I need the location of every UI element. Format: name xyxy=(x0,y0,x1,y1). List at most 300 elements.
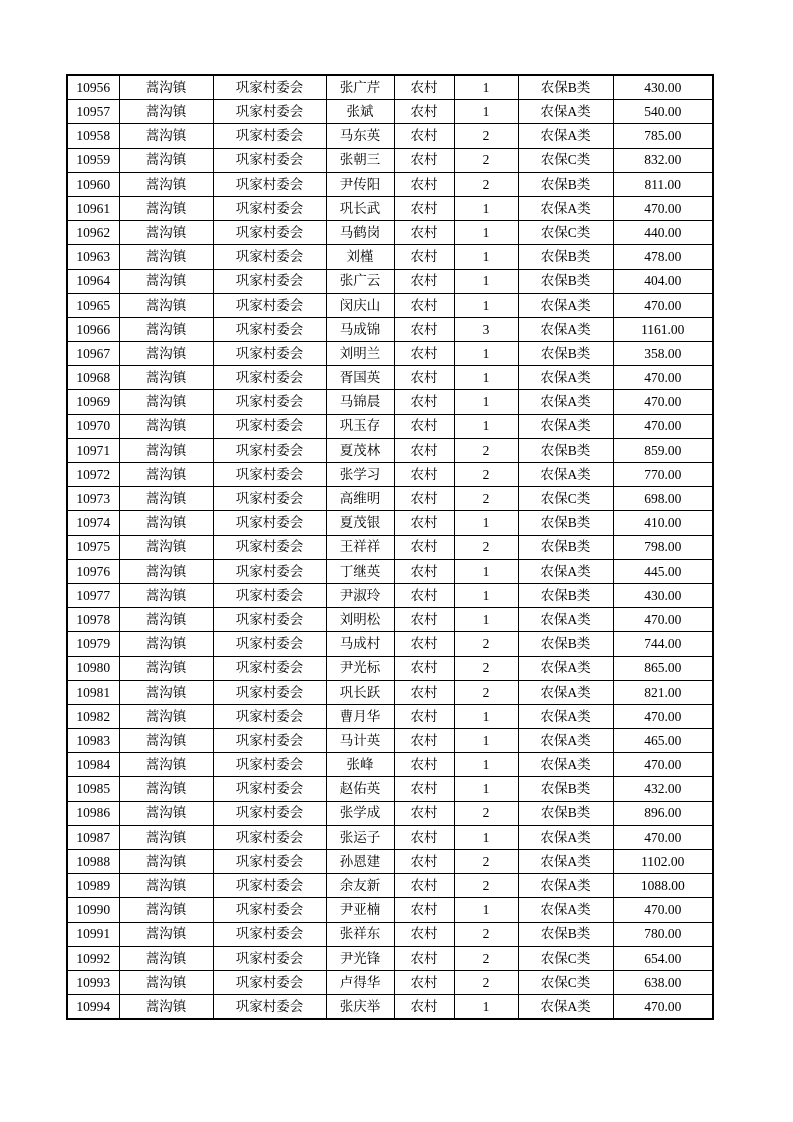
village-committee-cell: 巩家村委会 xyxy=(213,487,326,511)
serial-number-cell: 10974 xyxy=(67,511,119,535)
insurance-category-cell: 农保A类 xyxy=(518,825,613,849)
table-row xyxy=(67,946,713,970)
insurance-category-cell: 农保B类 xyxy=(518,342,613,366)
residence-type-cell: 农村 xyxy=(394,656,454,680)
town-cell: 蒿沟镇 xyxy=(119,366,213,390)
town-cell: 蒿沟镇 xyxy=(119,608,213,632)
town-cell: 蒿沟镇 xyxy=(119,535,213,559)
village-committee-cell: 巩家村委会 xyxy=(213,801,326,825)
person-count-cell: 2 xyxy=(454,438,518,462)
name-cell: 马东英 xyxy=(326,124,394,148)
residence-type-cell: 农村 xyxy=(394,729,454,753)
amount-cell: 410.00 xyxy=(613,511,713,535)
name-cell: 马成锦 xyxy=(326,317,394,341)
table-row xyxy=(67,583,713,607)
amount-cell: 1088.00 xyxy=(613,874,713,898)
name-cell: 巩玉存 xyxy=(326,414,394,438)
residence-type-cell: 农村 xyxy=(394,922,454,946)
amount-cell: 470.00 xyxy=(613,414,713,438)
table-row xyxy=(67,75,713,100)
person-count-cell: 2 xyxy=(454,922,518,946)
name-cell: 张祥东 xyxy=(326,922,394,946)
insurance-category-cell: 农保A类 xyxy=(518,317,613,341)
village-committee-cell: 巩家村委会 xyxy=(213,317,326,341)
name-cell: 尹传阳 xyxy=(326,172,394,196)
table-row xyxy=(67,535,713,559)
name-cell: 尹淑玲 xyxy=(326,583,394,607)
amount-cell: 470.00 xyxy=(613,704,713,728)
insurance-category-cell: 农保A类 xyxy=(518,559,613,583)
serial-number-cell: 10981 xyxy=(67,680,119,704)
serial-number-cell: 10987 xyxy=(67,825,119,849)
residence-type-cell: 农村 xyxy=(394,438,454,462)
amount-cell: 654.00 xyxy=(613,946,713,970)
serial-number-cell: 10969 xyxy=(67,390,119,414)
person-count-cell: 1 xyxy=(454,825,518,849)
residence-type-cell: 农村 xyxy=(394,148,454,172)
amount-cell: 470.00 xyxy=(613,196,713,220)
serial-number-cell: 10982 xyxy=(67,704,119,728)
town-cell: 蒿沟镇 xyxy=(119,995,213,1020)
insurance-category-cell: 农保C类 xyxy=(518,946,613,970)
serial-number-cell: 10979 xyxy=(67,632,119,656)
town-cell: 蒿沟镇 xyxy=(119,463,213,487)
table-row xyxy=(67,729,713,753)
residence-type-cell: 农村 xyxy=(394,511,454,535)
person-count-cell: 2 xyxy=(454,632,518,656)
person-count-cell: 2 xyxy=(454,946,518,970)
village-committee-cell: 巩家村委会 xyxy=(213,414,326,438)
town-cell: 蒿沟镇 xyxy=(119,777,213,801)
village-committee-cell: 巩家村委会 xyxy=(213,269,326,293)
name-cell: 曹月华 xyxy=(326,704,394,728)
residence-type-cell: 农村 xyxy=(394,777,454,801)
residence-type-cell: 农村 xyxy=(394,172,454,196)
name-cell: 卢得华 xyxy=(326,970,394,994)
name-cell: 张学成 xyxy=(326,801,394,825)
insurance-category-cell: 农保B类 xyxy=(518,632,613,656)
residence-type-cell: 农村 xyxy=(394,608,454,632)
amount-cell: 798.00 xyxy=(613,535,713,559)
serial-number-cell: 10964 xyxy=(67,269,119,293)
residence-type-cell: 农村 xyxy=(394,221,454,245)
amount-cell: 785.00 xyxy=(613,124,713,148)
table-row xyxy=(67,414,713,438)
village-committee-cell: 巩家村委会 xyxy=(213,100,326,124)
name-cell: 夏茂林 xyxy=(326,438,394,462)
insurance-category-cell: 农保A类 xyxy=(518,729,613,753)
name-cell: 张广芹 xyxy=(326,75,394,100)
insurance-category-cell: 农保B类 xyxy=(518,245,613,269)
table-row xyxy=(67,124,713,148)
town-cell: 蒿沟镇 xyxy=(119,583,213,607)
person-count-cell: 2 xyxy=(454,148,518,172)
town-cell: 蒿沟镇 xyxy=(119,559,213,583)
person-count-cell: 2 xyxy=(454,850,518,874)
town-cell: 蒿沟镇 xyxy=(119,487,213,511)
town-cell: 蒿沟镇 xyxy=(119,922,213,946)
amount-cell: 896.00 xyxy=(613,801,713,825)
village-committee-cell: 巩家村委会 xyxy=(213,825,326,849)
village-committee-cell: 巩家村委会 xyxy=(213,342,326,366)
serial-number-cell: 10990 xyxy=(67,898,119,922)
name-cell: 马计英 xyxy=(326,729,394,753)
town-cell: 蒿沟镇 xyxy=(119,438,213,462)
village-committee-cell: 巩家村委会 xyxy=(213,148,326,172)
person-count-cell: 2 xyxy=(454,656,518,680)
village-committee-cell: 巩家村委会 xyxy=(213,922,326,946)
village-committee-cell: 巩家村委会 xyxy=(213,874,326,898)
village-committee-cell: 巩家村委会 xyxy=(213,583,326,607)
serial-number-cell: 10968 xyxy=(67,366,119,390)
town-cell: 蒿沟镇 xyxy=(119,269,213,293)
serial-number-cell: 10963 xyxy=(67,245,119,269)
insurance-category-cell: 农保A类 xyxy=(518,850,613,874)
name-cell: 余友新 xyxy=(326,874,394,898)
name-cell: 张广云 xyxy=(326,269,394,293)
serial-number-cell: 10977 xyxy=(67,583,119,607)
residence-type-cell: 农村 xyxy=(394,970,454,994)
person-count-cell: 1 xyxy=(454,342,518,366)
town-cell: 蒿沟镇 xyxy=(119,753,213,777)
person-count-cell: 1 xyxy=(454,511,518,535)
person-count-cell: 1 xyxy=(454,75,518,100)
town-cell: 蒿沟镇 xyxy=(119,75,213,100)
person-count-cell: 2 xyxy=(454,463,518,487)
serial-number-cell: 10958 xyxy=(67,124,119,148)
insurance-category-cell: 农保A类 xyxy=(518,196,613,220)
person-count-cell: 1 xyxy=(454,196,518,220)
table-row xyxy=(67,632,713,656)
amount-cell: 470.00 xyxy=(613,995,713,1020)
name-cell: 张朝三 xyxy=(326,148,394,172)
insurance-category-cell: 农保B类 xyxy=(518,535,613,559)
table-row xyxy=(67,438,713,462)
table-row xyxy=(67,680,713,704)
name-cell: 孙恩建 xyxy=(326,850,394,874)
insurance-category-cell: 农保A类 xyxy=(518,293,613,317)
town-cell: 蒿沟镇 xyxy=(119,196,213,220)
name-cell: 夏茂银 xyxy=(326,511,394,535)
person-count-cell: 1 xyxy=(454,608,518,632)
name-cell: 刘明兰 xyxy=(326,342,394,366)
village-committee-cell: 巩家村委会 xyxy=(213,390,326,414)
table-row xyxy=(67,317,713,341)
table-row xyxy=(67,390,713,414)
town-cell: 蒿沟镇 xyxy=(119,825,213,849)
amount-cell: 470.00 xyxy=(613,366,713,390)
insurance-category-cell: 农保B类 xyxy=(518,511,613,535)
person-count-cell: 1 xyxy=(454,293,518,317)
residence-type-cell: 农村 xyxy=(394,801,454,825)
insurance-category-cell: 农保B类 xyxy=(518,438,613,462)
person-count-cell: 1 xyxy=(454,414,518,438)
insurance-category-cell: 农保B类 xyxy=(518,922,613,946)
name-cell: 张学习 xyxy=(326,463,394,487)
amount-cell: 744.00 xyxy=(613,632,713,656)
person-count-cell: 1 xyxy=(454,221,518,245)
serial-number-cell: 10986 xyxy=(67,801,119,825)
serial-number-cell: 10985 xyxy=(67,777,119,801)
insurance-category-cell: 农保C类 xyxy=(518,148,613,172)
insurance-category-cell: 农保A类 xyxy=(518,124,613,148)
table-row xyxy=(67,704,713,728)
insurance-category-cell: 农保B类 xyxy=(518,172,613,196)
village-committee-cell: 巩家村委会 xyxy=(213,221,326,245)
insurance-category-cell: 农保C类 xyxy=(518,487,613,511)
town-cell: 蒿沟镇 xyxy=(119,124,213,148)
table-row xyxy=(67,898,713,922)
insurance-category-cell: 农保A类 xyxy=(518,656,613,680)
serial-number-cell: 10971 xyxy=(67,438,119,462)
village-committee-cell: 巩家村委会 xyxy=(213,608,326,632)
person-count-cell: 1 xyxy=(454,704,518,728)
serial-number-cell: 10975 xyxy=(67,535,119,559)
name-cell: 丁继英 xyxy=(326,559,394,583)
table-row xyxy=(67,269,713,293)
village-committee-cell: 巩家村委会 xyxy=(213,463,326,487)
serial-number-cell: 10993 xyxy=(67,970,119,994)
residence-type-cell: 农村 xyxy=(394,704,454,728)
serial-number-cell: 10972 xyxy=(67,463,119,487)
person-count-cell: 2 xyxy=(454,535,518,559)
serial-number-cell: 10973 xyxy=(67,487,119,511)
table-row xyxy=(67,922,713,946)
table-row xyxy=(67,100,713,124)
insurance-category-cell: 农保A类 xyxy=(518,414,613,438)
name-cell: 尹光锋 xyxy=(326,946,394,970)
serial-number-cell: 10978 xyxy=(67,608,119,632)
residence-type-cell: 农村 xyxy=(394,269,454,293)
village-committee-cell: 巩家村委会 xyxy=(213,850,326,874)
village-committee-cell: 巩家村委会 xyxy=(213,172,326,196)
table-row xyxy=(67,874,713,898)
table-row xyxy=(67,196,713,220)
amount-cell: 470.00 xyxy=(613,608,713,632)
table-row xyxy=(67,753,713,777)
amount-cell: 865.00 xyxy=(613,656,713,680)
amount-cell: 638.00 xyxy=(613,970,713,994)
town-cell: 蒿沟镇 xyxy=(119,970,213,994)
insurance-category-cell: 农保A类 xyxy=(518,704,613,728)
person-count-cell: 1 xyxy=(454,559,518,583)
serial-number-cell: 10960 xyxy=(67,172,119,196)
insurance-category-cell: 农保C类 xyxy=(518,970,613,994)
name-cell: 高维明 xyxy=(326,487,394,511)
amount-cell: 780.00 xyxy=(613,922,713,946)
insurance-category-cell: 农保B类 xyxy=(518,777,613,801)
serial-number-cell: 10976 xyxy=(67,559,119,583)
town-cell: 蒿沟镇 xyxy=(119,704,213,728)
person-count-cell: 2 xyxy=(454,172,518,196)
town-cell: 蒿沟镇 xyxy=(119,801,213,825)
amount-cell: 358.00 xyxy=(613,342,713,366)
person-count-cell: 1 xyxy=(454,898,518,922)
person-count-cell: 1 xyxy=(454,366,518,390)
table-row xyxy=(67,801,713,825)
serial-number-cell: 10957 xyxy=(67,100,119,124)
village-committee-cell: 巩家村委会 xyxy=(213,704,326,728)
amount-cell: 821.00 xyxy=(613,680,713,704)
insurance-category-cell: 农保A类 xyxy=(518,898,613,922)
village-committee-cell: 巩家村委会 xyxy=(213,777,326,801)
town-cell: 蒿沟镇 xyxy=(119,898,213,922)
person-count-cell: 3 xyxy=(454,317,518,341)
village-committee-cell: 巩家村委会 xyxy=(213,124,326,148)
table-row xyxy=(67,148,713,172)
amount-cell: 470.00 xyxy=(613,390,713,414)
village-committee-cell: 巩家村委会 xyxy=(213,680,326,704)
serial-number-cell: 10988 xyxy=(67,850,119,874)
town-cell: 蒿沟镇 xyxy=(119,172,213,196)
town-cell: 蒿沟镇 xyxy=(119,148,213,172)
table-row xyxy=(67,995,713,1020)
table-body xyxy=(67,75,713,1019)
insurance-category-cell: 农保A类 xyxy=(518,753,613,777)
amount-cell: 404.00 xyxy=(613,269,713,293)
serial-number-cell: 10962 xyxy=(67,221,119,245)
residence-type-cell: 农村 xyxy=(394,245,454,269)
table-row xyxy=(67,608,713,632)
person-count-cell: 2 xyxy=(454,487,518,511)
village-committee-cell: 巩家村委会 xyxy=(213,245,326,269)
amount-cell: 1102.00 xyxy=(613,850,713,874)
person-count-cell: 1 xyxy=(454,390,518,414)
person-count-cell: 1 xyxy=(454,777,518,801)
serial-number-cell: 10994 xyxy=(67,995,119,1020)
amount-cell: 540.00 xyxy=(613,100,713,124)
town-cell: 蒿沟镇 xyxy=(119,511,213,535)
name-cell: 刘明松 xyxy=(326,608,394,632)
records-table xyxy=(66,74,714,1020)
name-cell: 尹亚楠 xyxy=(326,898,394,922)
town-cell: 蒿沟镇 xyxy=(119,317,213,341)
amount-cell: 470.00 xyxy=(613,898,713,922)
serial-number-cell: 10991 xyxy=(67,922,119,946)
village-committee-cell: 巩家村委会 xyxy=(213,970,326,994)
insurance-category-cell: 农保B类 xyxy=(518,75,613,100)
person-count-cell: 2 xyxy=(454,801,518,825)
amount-cell: 698.00 xyxy=(613,487,713,511)
table-row xyxy=(67,970,713,994)
serial-number-cell: 10992 xyxy=(67,946,119,970)
insurance-category-cell: 农保B类 xyxy=(518,269,613,293)
residence-type-cell: 农村 xyxy=(394,124,454,148)
amount-cell: 859.00 xyxy=(613,438,713,462)
name-cell: 尹光标 xyxy=(326,656,394,680)
town-cell: 蒿沟镇 xyxy=(119,390,213,414)
village-committee-cell: 巩家村委会 xyxy=(213,511,326,535)
village-committee-cell: 巩家村委会 xyxy=(213,898,326,922)
residence-type-cell: 农村 xyxy=(394,535,454,559)
serial-number-cell: 10959 xyxy=(67,148,119,172)
person-count-cell: 1 xyxy=(454,583,518,607)
residence-type-cell: 农村 xyxy=(394,414,454,438)
table-row xyxy=(67,825,713,849)
name-cell: 张峰 xyxy=(326,753,394,777)
village-committee-cell: 巩家村委会 xyxy=(213,559,326,583)
residence-type-cell: 农村 xyxy=(394,898,454,922)
table-row xyxy=(67,656,713,680)
residence-type-cell: 农村 xyxy=(394,100,454,124)
village-committee-cell: 巩家村委会 xyxy=(213,438,326,462)
serial-number-cell: 10970 xyxy=(67,414,119,438)
residence-type-cell: 农村 xyxy=(394,463,454,487)
amount-cell: 430.00 xyxy=(613,583,713,607)
residence-type-cell: 农村 xyxy=(394,390,454,414)
town-cell: 蒿沟镇 xyxy=(119,680,213,704)
table-row xyxy=(67,463,713,487)
person-count-cell: 1 xyxy=(454,995,518,1020)
town-cell: 蒿沟镇 xyxy=(119,245,213,269)
amount-cell: 445.00 xyxy=(613,559,713,583)
name-cell: 胥国英 xyxy=(326,366,394,390)
residence-type-cell: 农村 xyxy=(394,874,454,898)
residence-type-cell: 农村 xyxy=(394,342,454,366)
amount-cell: 1161.00 xyxy=(613,317,713,341)
insurance-category-cell: 农保A类 xyxy=(518,680,613,704)
residence-type-cell: 农村 xyxy=(394,946,454,970)
town-cell: 蒿沟镇 xyxy=(119,632,213,656)
name-cell: 张庆举 xyxy=(326,995,394,1020)
person-count-cell: 1 xyxy=(454,753,518,777)
amount-cell: 770.00 xyxy=(613,463,713,487)
town-cell: 蒿沟镇 xyxy=(119,293,213,317)
serial-number-cell: 10965 xyxy=(67,293,119,317)
name-cell: 巩长跃 xyxy=(326,680,394,704)
person-count-cell: 2 xyxy=(454,680,518,704)
residence-type-cell: 农村 xyxy=(394,632,454,656)
residence-type-cell: 农村 xyxy=(394,487,454,511)
person-count-cell: 2 xyxy=(454,874,518,898)
table-row xyxy=(67,293,713,317)
residence-type-cell: 农村 xyxy=(394,366,454,390)
name-cell: 王祥祥 xyxy=(326,535,394,559)
amount-cell: 832.00 xyxy=(613,148,713,172)
serial-number-cell: 10966 xyxy=(67,317,119,341)
amount-cell: 470.00 xyxy=(613,753,713,777)
residence-type-cell: 农村 xyxy=(394,317,454,341)
insurance-category-cell: 农保A类 xyxy=(518,463,613,487)
insurance-category-cell: 农保A类 xyxy=(518,608,613,632)
insurance-category-cell: 农保A类 xyxy=(518,366,613,390)
village-committee-cell: 巩家村委会 xyxy=(213,196,326,220)
town-cell: 蒿沟镇 xyxy=(119,656,213,680)
town-cell: 蒿沟镇 xyxy=(119,946,213,970)
person-count-cell: 2 xyxy=(454,124,518,148)
residence-type-cell: 农村 xyxy=(394,559,454,583)
amount-cell: 440.00 xyxy=(613,221,713,245)
village-committee-cell: 巩家村委会 xyxy=(213,632,326,656)
village-committee-cell: 巩家村委会 xyxy=(213,366,326,390)
residence-type-cell: 农村 xyxy=(394,850,454,874)
residence-type-cell: 农村 xyxy=(394,196,454,220)
village-committee-cell: 巩家村委会 xyxy=(213,946,326,970)
name-cell: 张运子 xyxy=(326,825,394,849)
residence-type-cell: 农村 xyxy=(394,680,454,704)
amount-cell: 470.00 xyxy=(613,825,713,849)
residence-type-cell: 农村 xyxy=(394,583,454,607)
insurance-category-cell: 农保A类 xyxy=(518,874,613,898)
name-cell: 刘槿 xyxy=(326,245,394,269)
town-cell: 蒿沟镇 xyxy=(119,100,213,124)
name-cell: 马鹤岗 xyxy=(326,221,394,245)
town-cell: 蒿沟镇 xyxy=(119,414,213,438)
table-row xyxy=(67,511,713,535)
insurance-category-cell: 农保B类 xyxy=(518,583,613,607)
amount-cell: 430.00 xyxy=(613,75,713,100)
village-committee-cell: 巩家村委会 xyxy=(213,753,326,777)
